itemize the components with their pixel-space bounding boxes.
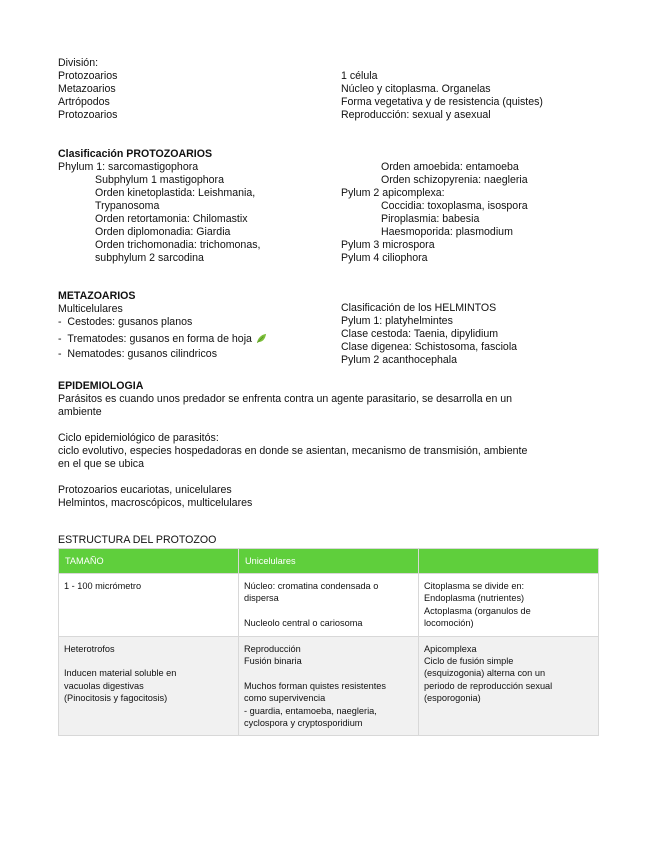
division-right-item: Núcleo y citoplasma. Organelas: [341, 83, 491, 95]
cell-line: Reproducción: [244, 643, 301, 654]
table-header-cell: Unicelulares: [239, 549, 419, 574]
protozoarios-left-item: subphylum 2 sarcodina: [95, 252, 204, 264]
division-right-item: Forma vegetativa y de resistencia (quistes): [341, 96, 543, 108]
table-cell: [419, 574, 599, 637]
cell-line: Endoplasma (nutrientes): [424, 593, 525, 604]
cell-line: locomoción): [424, 618, 474, 629]
protozoarios-heading: Clasificación PROTOZOARIOS: [58, 148, 213, 160]
division-title: División:: [58, 57, 99, 69]
protozoarios-left-item: Orden retortamonia: Chilomastix: [95, 213, 248, 225]
paragraph-line: Helmintos, macroscópicos, multicelulares: [58, 497, 253, 509]
table-cell: [239, 574, 419, 637]
division-left-item: Protozoarios: [58, 109, 118, 121]
protozoarios-left-item: Orden diplomonadia: Giardia: [95, 226, 231, 238]
protozoarios-left-item: Trypanosoma: [95, 200, 160, 212]
protozoarios-left-item: Orden kinetoplastida: Leishmania,: [95, 187, 256, 199]
cell-line: vacuolas digestivas: [64, 680, 144, 691]
helmintos-item: Pylum 2 acanthocephala: [341, 354, 458, 366]
cell-line: (esquizogonia) alterna con un: [424, 668, 546, 679]
protozoarios-right-item: Haesmoporida: plasmodium: [381, 226, 513, 238]
paragraph-line: en el que se ubica: [58, 458, 144, 470]
cell-line: Apicomplexa: [424, 643, 477, 654]
protozoarios-right-item: Pylum 4 ciliophora: [341, 252, 428, 264]
protozoarios-right-item: Orden schizopyrenia: naegleria: [381, 174, 528, 186]
protozoarios-right-item: Pylum 3 microspora: [341, 239, 435, 251]
division-left-item: Metazoarios: [58, 83, 116, 95]
cell-line: Núcleo: cromatina condensada o: [244, 581, 379, 591]
division-right-item: 1 célula: [341, 70, 378, 82]
epidemiologia-paragraph: [58, 393, 512, 419]
protozoarios-right-item: Pylum 2 apicomplexa:: [341, 187, 445, 199]
protozoarios-left-item: Subphylum 1 mastigophora: [95, 174, 224, 186]
protozoarios-left-item: Orden trichomonadia: trichomonas,: [95, 239, 261, 251]
paragraph-line: ambiente: [58, 406, 102, 418]
table-cell: [239, 636, 419, 736]
division-right-list: [341, 70, 543, 122]
cell-line: Heterotrofos: [64, 643, 115, 654]
leaf-icon: [256, 333, 267, 344]
cell-line: Fusión binaria: [244, 656, 302, 667]
table-row: [59, 636, 599, 736]
table-header-row: [59, 549, 599, 574]
table-header-cell: TAMAÑO: [59, 549, 239, 574]
cell-line: Inducen material soluble en: [64, 668, 177, 679]
paragraph-line: Parásitos es cuando unos predador se enfrenta contra un agente parasitario, se desarrolla en un: [58, 393, 513, 405]
protozoarios-left-list: [58, 161, 260, 265]
paragraph-line: ciclo evolutivo, especies hospedadoras en donde se asientan, mecanismo de transmisión, ambiente: [58, 445, 528, 457]
cell-line: 1 - 100 micrómetro: [64, 581, 142, 591]
table-cell: [419, 636, 599, 736]
helmintos-item: Clasificación de los HELMINTOS: [341, 302, 497, 314]
metazoarios-item-text: Nematodes: gusanos cilindricos: [67, 348, 217, 360]
epidemiologia-heading: EPIDEMIOLOGIA: [58, 380, 144, 392]
metazoarios-heading: METAZOARIOS: [58, 290, 136, 302]
protozoarios-right-item: Orden amoebida: entamoeba: [381, 161, 519, 173]
cell-line: como supervivencia: [244, 693, 326, 704]
protozoarios-right-item: Coccidia: toxoplasma, isospora: [381, 200, 528, 212]
eucariotas-paragraph: [58, 484, 252, 510]
cell-line: (esporogonia): [424, 693, 481, 704]
paragraph-line: Protozoarios eucariotas, unicelulares: [58, 484, 232, 496]
protozoarios-left-item: Phylum 1: sarcomastigophora: [58, 161, 199, 173]
metazoarios-item: - Nematodes: gusanos cilindricos: [58, 348, 217, 360]
cell-line: Citoplasma se divide en:: [424, 581, 525, 591]
estructura-table: [58, 548, 599, 736]
protozoarios-right-list: [341, 161, 528, 265]
metazoarios-item: - Trematodes: gusanos en forma de hoja: [58, 333, 267, 346]
metazoarios-item-text: Cestodes: gusanos planos: [67, 316, 193, 328]
cell-line: Muchos forman quistes resistentes: [244, 680, 386, 691]
metazoarios-item: - Cestodes: gusanos planos: [58, 316, 193, 328]
division-left-list: [58, 70, 117, 122]
helmintos-list: [341, 302, 517, 367]
table-row: [59, 574, 599, 637]
cell-line: cyclospora y cryptosporidium: [244, 718, 363, 729]
cell-line: - guardia, entamoeba, naegleria,: [244, 705, 377, 716]
cell-line: Nucleolo central o cariosoma: [244, 618, 363, 629]
cell-line: Ciclo de fusión simple: [424, 656, 514, 667]
estructura-title: ESTRUCTURA DEL PROTOZOO: [58, 534, 217, 546]
metazoarios-item-text: Trematodes: gusanos en forma de hoja: [67, 333, 252, 345]
cell-line: dispersa: [244, 593, 279, 604]
helmintos-item: Clase cestoda: Taenia, dipylidium: [341, 328, 499, 340]
cell-line: (Pinocitosis y fagocitosis): [64, 693, 168, 704]
metazoarios-sub: Multicelulares: [58, 303, 123, 315]
table-header-cell: [419, 549, 599, 574]
division-left-item: Protozoarios: [58, 70, 118, 82]
cell-line: Actoplasma (organulos de: [424, 605, 531, 616]
table-cell: [59, 574, 239, 637]
table-cell: [59, 636, 239, 736]
division-left-item: Artrópodos: [58, 96, 110, 108]
helmintos-item: Clase digenea: Schistosoma, fasciola: [341, 341, 518, 353]
paragraph-line: Ciclo epidemiológico de parasitós:: [58, 432, 219, 444]
division-right-item: Reproducción: sexual y asexual: [341, 109, 491, 121]
protozoarios-right-item: Piroplasmia: babesia: [381, 213, 480, 225]
cell-line: periodo de reproducción sexual: [424, 680, 553, 691]
helmintos-item: Pylum 1: platyhelmintes: [341, 315, 453, 327]
ciclo-paragraph: [58, 432, 527, 471]
